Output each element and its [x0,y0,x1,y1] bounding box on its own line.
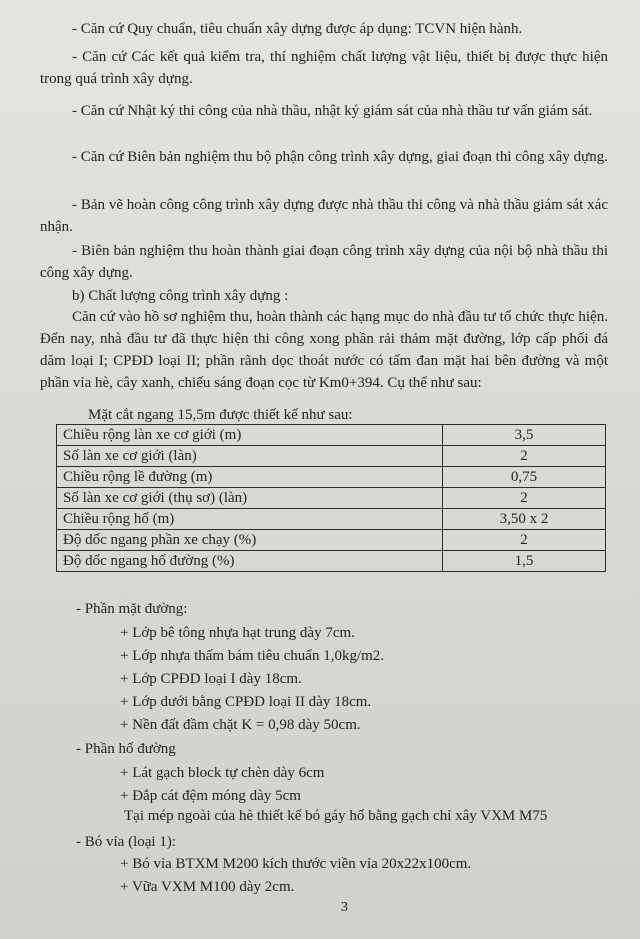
paragraph-acceptance-minutes: - Căn cứ Biên bản nghiệm thu bộ phận công trình xây dựng, giai đoạn thi công xây dựng. [72,149,608,165]
list-item: + Lớp bê tông nhựa hạt trung dày 7cm. [120,625,355,641]
list-item: + Vữa VXM M100 dày 2cm. [120,879,295,895]
table-row [57,530,606,551]
list-item: + Lớp dưới bằng CPĐD loại II dày 18cm. [120,694,372,710]
paragraph-quality-body: Căn cứ vào hồ sơ nghiệm thu, hoàn thành các hạng mục do nhà đầu tư tổ chức thực hiện. Đến nay, nhà đầu tư đã thực hiện thi công xong phần rải thảm mặt đường, lớp cấp phối đá dăm loại I; CPĐD loại II; phần rãnh dọc thoát nước có tấm đan mặt hai bên đường và một phần vỉa hè, cây xanh, chiếu sáng đoạn cọc từ Km0+394. Cụ thể như sau: [40,309,608,391]
cross-section-table [56,424,606,572]
table-cell-label: Độ dốc ngang phần xe chạy (%) [57,530,443,551]
table-cell-value: 2 [443,446,606,467]
table-row [57,509,606,530]
paragraph-test-results: - Căn cứ Các kết quả kiểm tra, thí nghiệm chất lượng vật liệu, thiết bị được thực hiện trong quá trình xây dựng. [40,49,608,87]
paragraph-standards: - Căn cứ Quy chuẩn, tiêu chuẩn xây dựng được áp dụng: TCVN hiện hành. [72,21,523,37]
table-cell-label: Chiều rộng hố (m) [57,509,443,530]
table-row [57,446,606,467]
paragraph-internal-acceptance: - Biên bản nghiệm thu hoàn thành giai đoạn công trình xây dựng của nội bộ nhà thầu thi công xây dựng. [40,243,608,281]
table-cell-value: 0,75 [443,467,606,488]
table-cell-label: Chiều rộng làn xe cơ giới (m) [57,425,443,446]
page-number: 3 [341,900,348,915]
paragraph-construction-log: - Căn cứ Nhật ký thi công của nhà thầu, nhật ký giám sát của nhà thầu tư vấn giám sát. [72,103,593,119]
curb-heading: - Bó vỉa (loại 1): [76,834,176,850]
table-row [57,488,606,509]
list-item: + Nền đất đầm chặt K = 0,98 dày 50cm. [120,717,361,733]
table-cell-value: 2 [443,530,606,551]
list-item: + Lớp CPĐD loại I dày 18cm. [120,671,302,687]
table-cell-value: 3,5 [443,425,606,446]
list-item: + Bó vỉa BTXM M200 kích thước viền vỉa 20x22x100cm. [120,856,472,872]
sidewalk-heading: - Phần hố đường [76,741,176,757]
table-cell-label: Độ dốc ngang hố đường (%) [57,551,443,572]
road-surface-heading: - Phần mặt đường: [76,601,188,617]
list-item: Tại mép ngoài của hè thiết kế bó gáy hố bằng gạch chỉ xây VXM M75 [124,808,548,824]
table-caption: Mặt cắt ngang 15,5m được thiết kế như sau: [88,407,353,423]
table-row [57,467,606,488]
table-cell-value: 3,50 x 2 [443,509,606,530]
list-item: + Lát gạch block tự chèn dày 6cm [120,765,325,781]
table-cell-label: Số làn xe cơ giới (thụ sơ) (làn) [57,488,443,509]
table-cell-label: Số làn xe cơ giới (làn) [57,446,443,467]
list-item: + Lớp nhựa thấm bám tiêu chuẩn 1,0kg/m2. [120,648,385,664]
table-cell-label: Chiều rộng lề đường (m) [57,467,443,488]
table-cell-value: 2 [443,488,606,509]
paragraph-as-built-drawings: - Bản vẽ hoàn công công trình xây dựng được nhà thầu thi công và nhà thầu giám sát xác nhận. [40,197,608,235]
table-row [57,425,606,446]
table-cell-value: 1,5 [443,551,606,572]
section-heading-quality: b) Chất lượng công trình xây dựng : [72,288,289,304]
list-item: + Đắp cát đệm móng dày 5cm [120,788,301,804]
table-row [57,551,606,572]
